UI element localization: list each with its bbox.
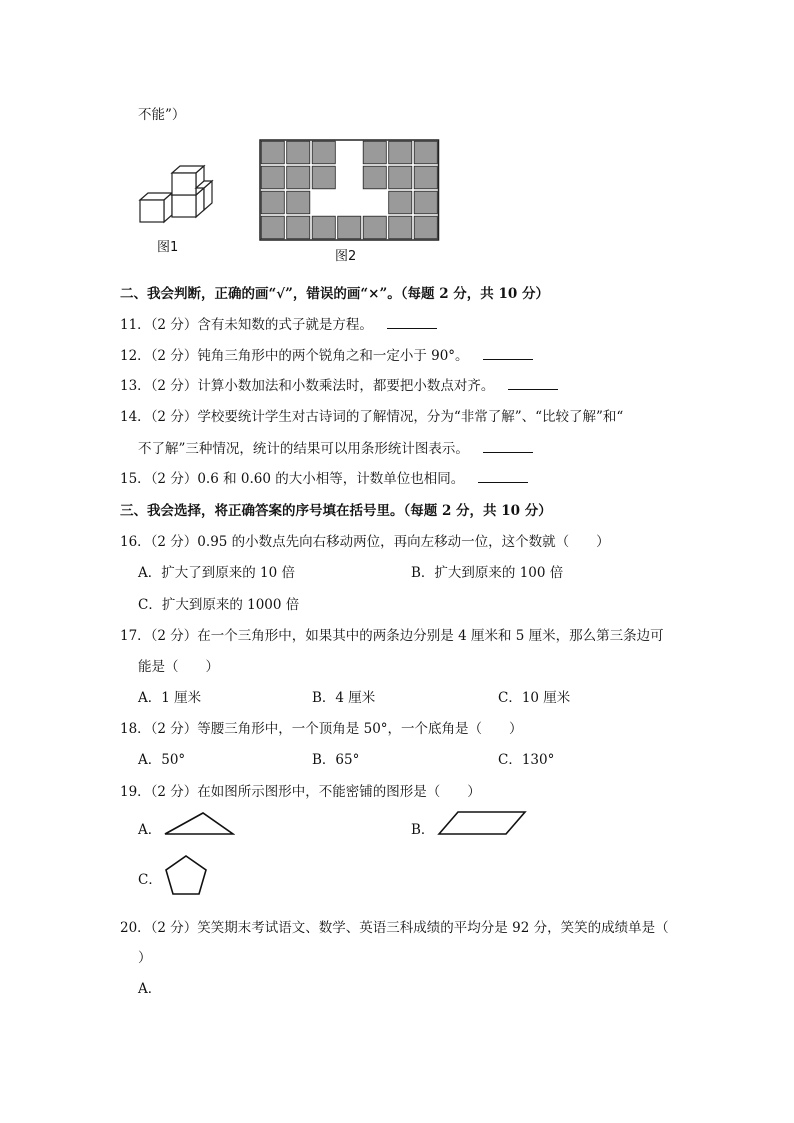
question-number: 15． — [120, 471, 151, 487]
figure-2-grid — [258, 138, 440, 242]
question-number: 14． — [120, 409, 151, 425]
grid-cell — [414, 166, 437, 189]
pentagon-icon — [163, 853, 209, 897]
question-text-continued: 不了解”三种情况，统计的结果可以用条形统计图表示。 — [138, 441, 469, 457]
grid-cell — [338, 216, 361, 239]
continued-text: 不能”） — [138, 107, 186, 123]
answer-blank[interactable] — [508, 377, 558, 390]
grid-cell — [363, 141, 386, 164]
question-14 — [120, 405, 623, 425]
question-15 — [120, 467, 528, 487]
grid-cell — [414, 141, 437, 164]
question-text: （2 分）含有未知数的式子就是方程。 — [150, 317, 373, 333]
grid-cell — [312, 166, 335, 189]
option-17-a[interactable]: A．1 厘米 — [138, 690, 202, 706]
option-20-a[interactable]: A． — [138, 981, 162, 997]
section-3-heading: 三、我会选择，将正确答案的序号填在括号里。（每题 2 分，共 10 分） — [120, 503, 552, 519]
grid-cell — [287, 216, 310, 239]
question-text: （2 分）学校要统计学生对古诗词的了解情况，分为“非常了解”、“比较了解”和“ — [150, 409, 624, 425]
figure-1-label: 图1 — [157, 240, 179, 255]
figure-2-label: 图2 — [335, 249, 357, 264]
grid-cell — [261, 216, 284, 239]
question-11 — [120, 313, 437, 333]
answer-blank[interactable] — [478, 470, 528, 483]
option-17-c[interactable]: C．10 厘米 — [498, 690, 571, 706]
option-18-b[interactable]: B．65° — [312, 752, 360, 768]
option-18-a[interactable]: A．50° — [138, 752, 186, 768]
grid-cell — [389, 141, 412, 164]
grid-cell — [287, 141, 310, 164]
question-17-stem: 17．（2 分）在一个三角形中，如果其中的两条边分别是 4 厘米和 5 厘米，那么第三条边可 — [120, 628, 664, 644]
grid-cell — [287, 191, 310, 214]
question-20-stem-line-2: ） — [138, 950, 152, 966]
grid-cell — [312, 216, 335, 239]
question-17-stem-line-2: 能是（ ） — [138, 659, 219, 675]
grid-cell — [261, 191, 284, 214]
grid-cell — [389, 166, 412, 189]
question-12 — [120, 344, 533, 364]
option-18-c[interactable]: C．130° — [498, 752, 555, 768]
grid-cell — [261, 141, 284, 164]
question-number: 11． — [120, 317, 151, 333]
grid-cell — [363, 166, 386, 189]
question-text: （2 分）计算小数加法和小数乘法时，都要把小数点对齐。 — [150, 378, 495, 394]
question-13 — [120, 374, 558, 394]
question-number: 13． — [120, 378, 151, 394]
question-text: （2 分）0.6 和 0.60 的大小相等，计数单位也相同。 — [150, 471, 465, 487]
figure-1-cubes — [134, 155, 224, 230]
question-18-stem: 18．（2 分）等腰三角形中，一个顶角是 50°，一个底角是（ ） — [120, 721, 523, 737]
grid-cell — [287, 166, 310, 189]
section-2-heading: 二、我会判断，正确的画“√”，错误的画“×”。（每题 2 分，共 10 分） — [120, 286, 549, 302]
option-16-b[interactable]: B．扩大到原来的 100 倍 — [411, 565, 564, 581]
grid-cell — [389, 216, 412, 239]
question-14-line-2 — [138, 437, 533, 457]
question-text: （2 分）钝角三角形中的两个锐角之和一定小于 90°。 — [150, 348, 469, 364]
grid-cell — [363, 216, 386, 239]
triangle-icon — [163, 810, 235, 836]
option-19-a[interactable]: A． — [138, 822, 162, 838]
question-16-stem: 16．（2 分）0.95 的小数点先向右移动两位，再向左移动一位，这个数就（ ） — [120, 534, 610, 550]
answer-blank[interactable] — [483, 440, 533, 453]
grid-cell — [414, 216, 437, 239]
question-20-stem: 20．（2 分）笑笑期末考试语文、数学、英语三科成绩的平均分是 92 分，笑笑的成绩单是（ — [120, 920, 669, 936]
option-19-b[interactable]: B． — [411, 822, 435, 838]
grid-cell — [261, 166, 284, 189]
parallelogram-icon — [436, 810, 528, 836]
grid-cell — [312, 141, 335, 164]
option-19-c[interactable]: C． — [138, 872, 162, 888]
option-16-c[interactable]: C．扩大到原来的 1000 倍 — [138, 597, 300, 613]
option-17-b[interactable]: B．4 厘米 — [312, 690, 376, 706]
option-16-a[interactable]: A．扩大了到原来的 10 倍 — [138, 565, 296, 581]
question-19-stem: 19．（2 分）在如图所示图形中，不能密铺的图形是（ ） — [120, 784, 481, 800]
question-number: 12． — [120, 348, 151, 364]
grid-cell — [414, 191, 437, 214]
answer-blank[interactable] — [483, 347, 533, 360]
grid-cell — [389, 191, 412, 214]
answer-blank[interactable] — [387, 316, 437, 329]
